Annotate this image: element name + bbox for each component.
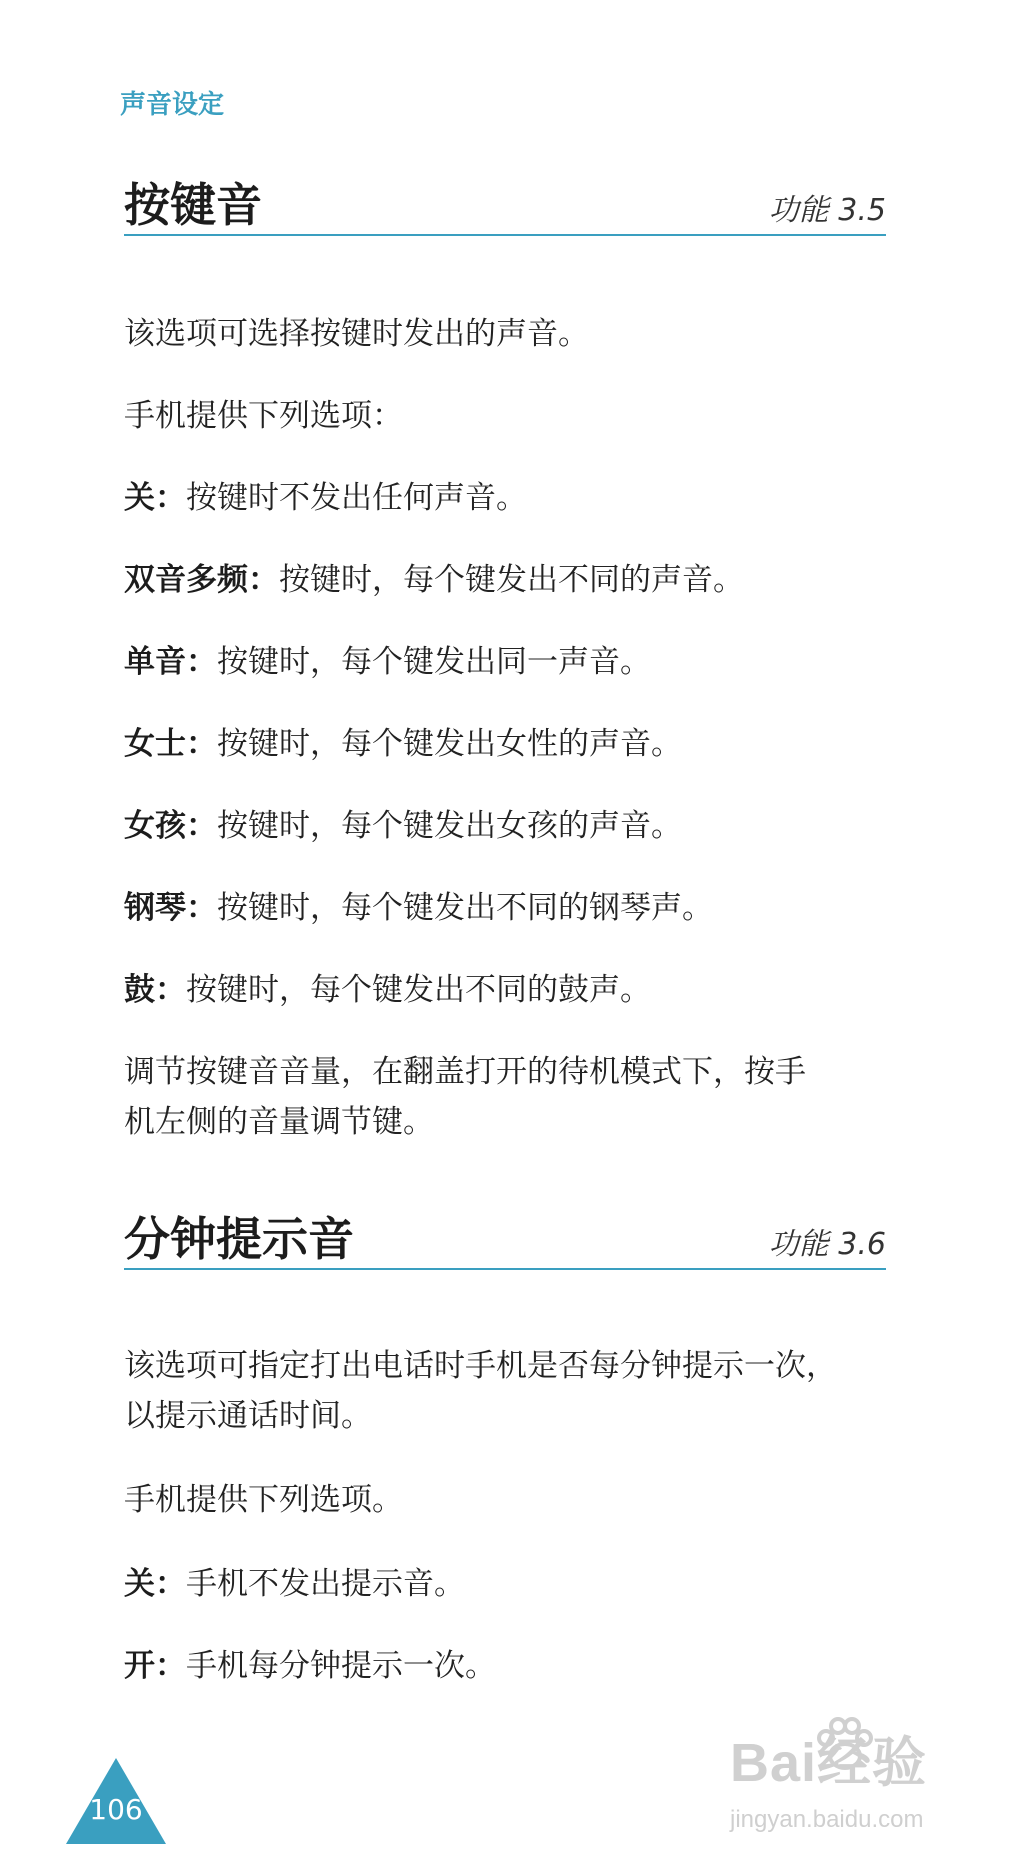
option-item	[124, 966, 886, 1014]
running-header: 声音设定	[120, 90, 225, 120]
watermark	[730, 1720, 970, 1850]
option-desc: 按键时，每个键发出女性的声音。	[217, 726, 682, 762]
option-term: 关：	[124, 1566, 186, 1602]
option-item	[124, 1642, 886, 1690]
option-term: 关：	[124, 480, 186, 516]
option-term: 钢琴：	[124, 890, 217, 926]
watermark-logo-text: Bai经验	[730, 1733, 928, 1793]
option-item	[124, 720, 886, 768]
option-desc: 手机每分钟提示一次。	[186, 1648, 496, 1684]
option-item	[124, 802, 886, 850]
watermark-url: jingyan.baidu.com	[730, 1806, 924, 1833]
intro-line-2: 以提示通话时间。	[124, 1398, 372, 1434]
section-heading	[124, 1206, 886, 1270]
section-minute-minder	[124, 1206, 886, 1270]
option-term: 鼓：	[124, 972, 186, 1008]
option-desc: 按键时，每个键发出不同的声音。	[279, 562, 744, 598]
intro-line-1: 该选项可指定打出电话时手机是否每分钟提示一次，	[124, 1348, 837, 1384]
note-line-1: 调节按键音音量，在翻盖打开的待机模式下，按手	[124, 1054, 806, 1090]
note-line-2: 机左侧的音量调节键。	[124, 1104, 434, 1140]
option-desc: 按键时，每个键发出女孩的声音。	[217, 808, 682, 844]
function-number: 功能 3.6	[768, 1227, 886, 1262]
option-term: 单音：	[124, 644, 217, 680]
option-item	[124, 474, 886, 522]
section-title: 按键音	[124, 178, 262, 232]
option-term: 女孩：	[124, 808, 217, 844]
option-desc: 按键时，每个键发出同一声音。	[217, 644, 651, 680]
option-item	[124, 638, 886, 686]
option-term: 开：	[124, 1648, 186, 1684]
page-number: 106	[89, 1793, 143, 1826]
option-desc: 按键时不发出任何声音。	[186, 480, 527, 516]
option-term: 双音多频：	[124, 562, 279, 598]
section-heading	[124, 172, 886, 236]
option-desc: 手机不发出提示音。	[186, 1566, 465, 1602]
option-desc: 按键时，每个键发出不同的钢琴声。	[217, 890, 713, 926]
option-item	[124, 1560, 886, 1608]
section-title: 分钟提示音	[124, 1212, 354, 1266]
section-key-tone	[124, 172, 886, 236]
option-term: 女士：	[124, 726, 217, 762]
option-desc: 按键时，每个键发出不同的鼓声。	[186, 972, 651, 1008]
option-item	[124, 884, 886, 932]
options-intro: 手机提供下列选项。	[124, 1482, 403, 1518]
options-intro: 手机提供下列选项：	[124, 398, 403, 434]
function-number: 功能 3.5	[768, 193, 886, 228]
option-item	[124, 556, 886, 604]
paw-icon	[810, 1710, 880, 1780]
intro-paragraph: 该选项可选择按键时发出的声音。	[124, 316, 589, 352]
